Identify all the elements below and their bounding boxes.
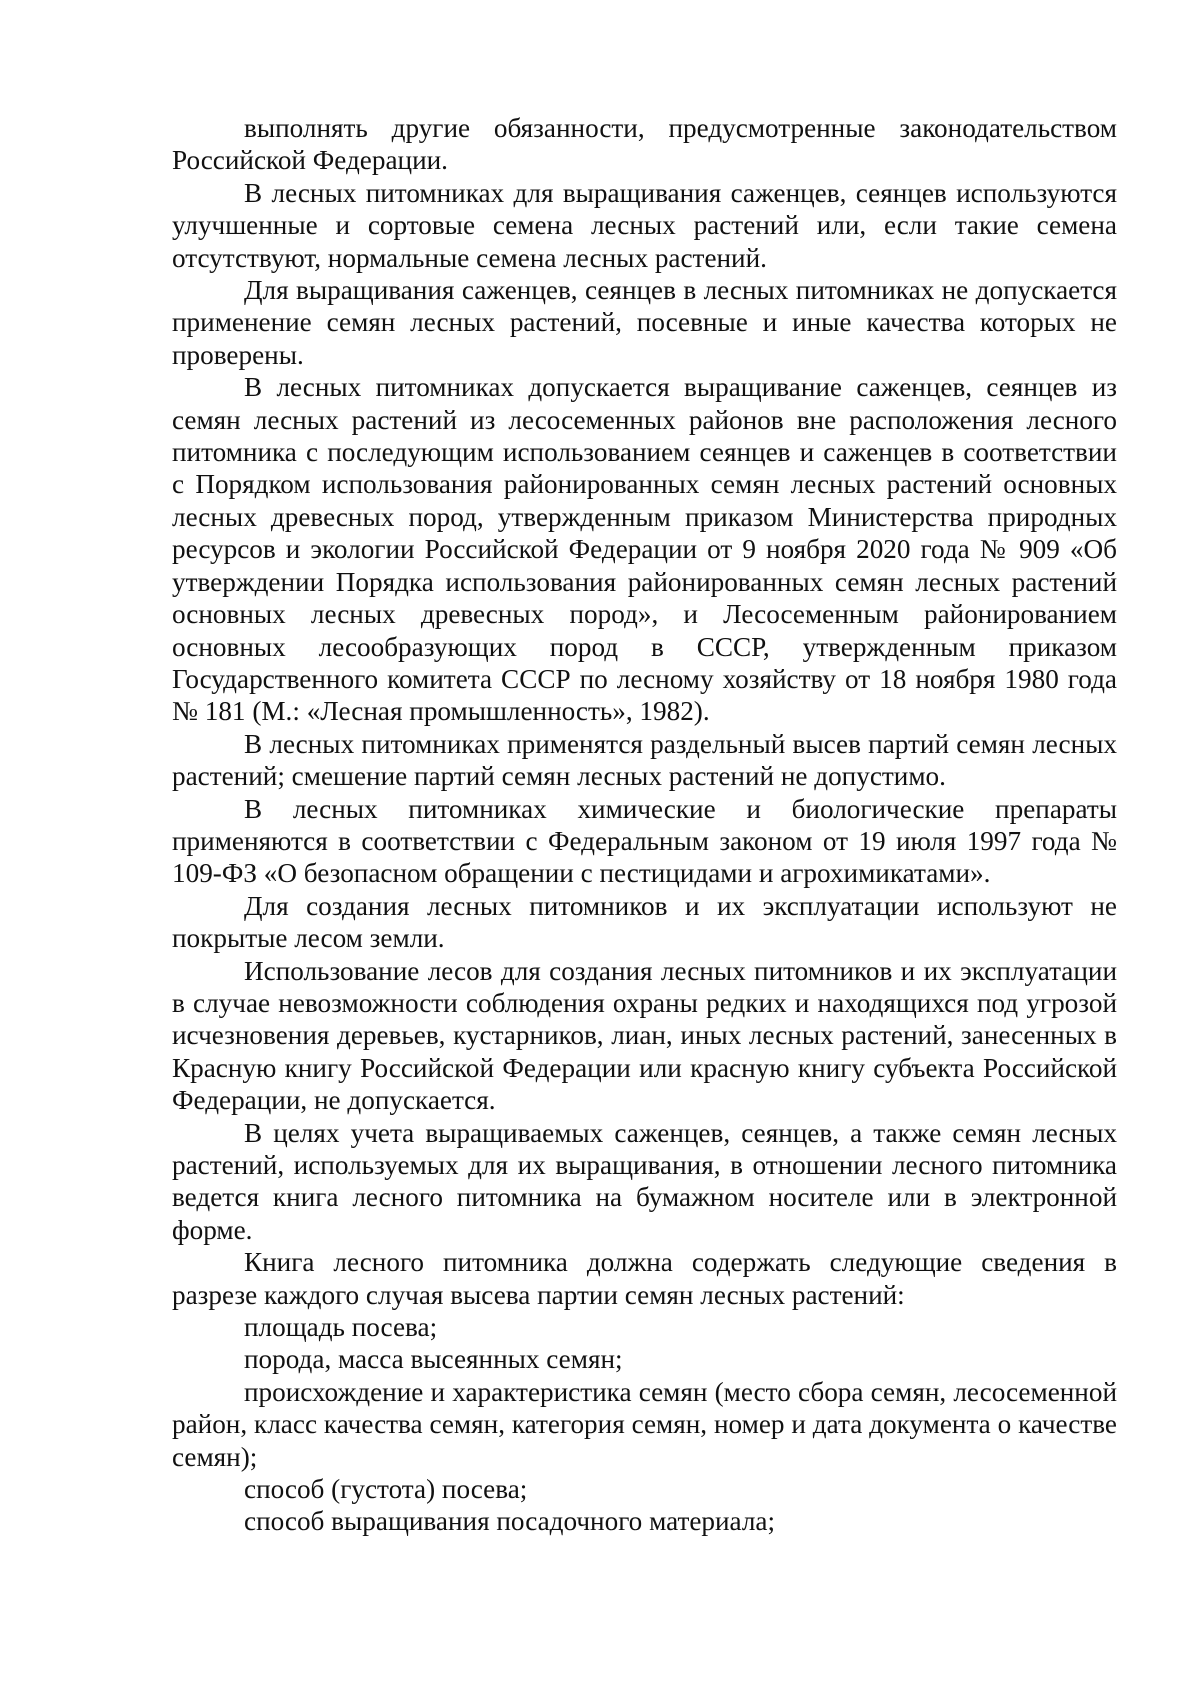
paragraph: В целях учета выращиваемых саженцев, сеянцев, а также семян лесных растений, используемых для их выращивания, в отношении лесного питомника ведется книга лесного питомника на бумажном носителе или в электронной форме.	[172, 1117, 1117, 1245]
list-item: способ выращивания посадочного материала;	[244, 1506, 776, 1537]
paragraph: Для выращивания саженцев, сеянцев в лесных питомниках не допускается применение семян лесных растений, посевные и иные качества которых не проверены.	[172, 275, 1117, 370]
list-item: порода, масса высеянных семян;	[244, 1344, 623, 1375]
paragraph: Книга лесного питомника должна содержать следующие сведения в разрезе каждого случая высева партии семян лесных растений:	[172, 1247, 1117, 1310]
list-item: происхождение и характеристика семян (место сбора семян, лесосеменной район, класс качества семян, категория семян, номер и дата документа о качестве семян);	[172, 1376, 1117, 1472]
list-item: площадь посева;	[244, 1312, 438, 1343]
list-item: способ (густота) посева;	[244, 1474, 528, 1505]
document-page	[172, 112, 1117, 1538]
paragraph: Использование лесов для создания лесных питомников и их эксплуатации в случае невозможности соблюдения охраны редких и находящихся под угрозой исчезновения деревьев, кустарников, лиан, иных лесных растений, занесенных в Красную книгу Российской Федерации или красную книгу субъекта Российской Федерации, не допускается.	[172, 955, 1117, 1116]
paragraph: В лесных питомниках применятся раздельный высев партий семян лесных растений; смешение партий семян лесных растений не допустимо.	[172, 728, 1117, 792]
paragraph: выполнять другие обязанности, предусмотренные законодательством Российской Федерации.	[172, 113, 1117, 176]
paragraph: В лесных питомниках допускается выращивание саженцев, сеянцев из семян лесных растений из лесосеменных районов вне расположения лесного питомника с последующим использованием сеянцев и саженцев в соответствии с Порядком использования районированных семян лесных растений основных лесных древесных пород, утвержденным приказом Министерства природных ресурсов и экологии Российской Федерации от 9 ноября 2020 года № 909 «Об утверждении Порядка использования районированных семян лесных растений основных лесных древесных пород», и Лесосеменным районированием основных лесообразующих пород в СССР, утвержденным приказом Государственного комитета СССР по лесному хозяйству от 18 ноября 1980 года № 181 (М.: «Лесная промышленность», 1982).	[172, 372, 1117, 727]
paragraph: В лесных питомниках для выращивания саженцев, сеянцев используются улучшенные и сортовые семена лесных растений или, если такие семена отсутствуют, нормальные семена лесных растений.	[172, 177, 1117, 273]
paragraph: В лесных питомниках химические и биологические препараты применяются в соответствии с Федеральным законом от 19 июля 1997 года № 109-ФЗ «О безопасном обращении с пестицидами и агрохимикатами».	[172, 793, 1117, 889]
paragraph: Для создания лесных питомников и их эксплуатации используют не покрытые лесом земли.	[172, 890, 1117, 954]
